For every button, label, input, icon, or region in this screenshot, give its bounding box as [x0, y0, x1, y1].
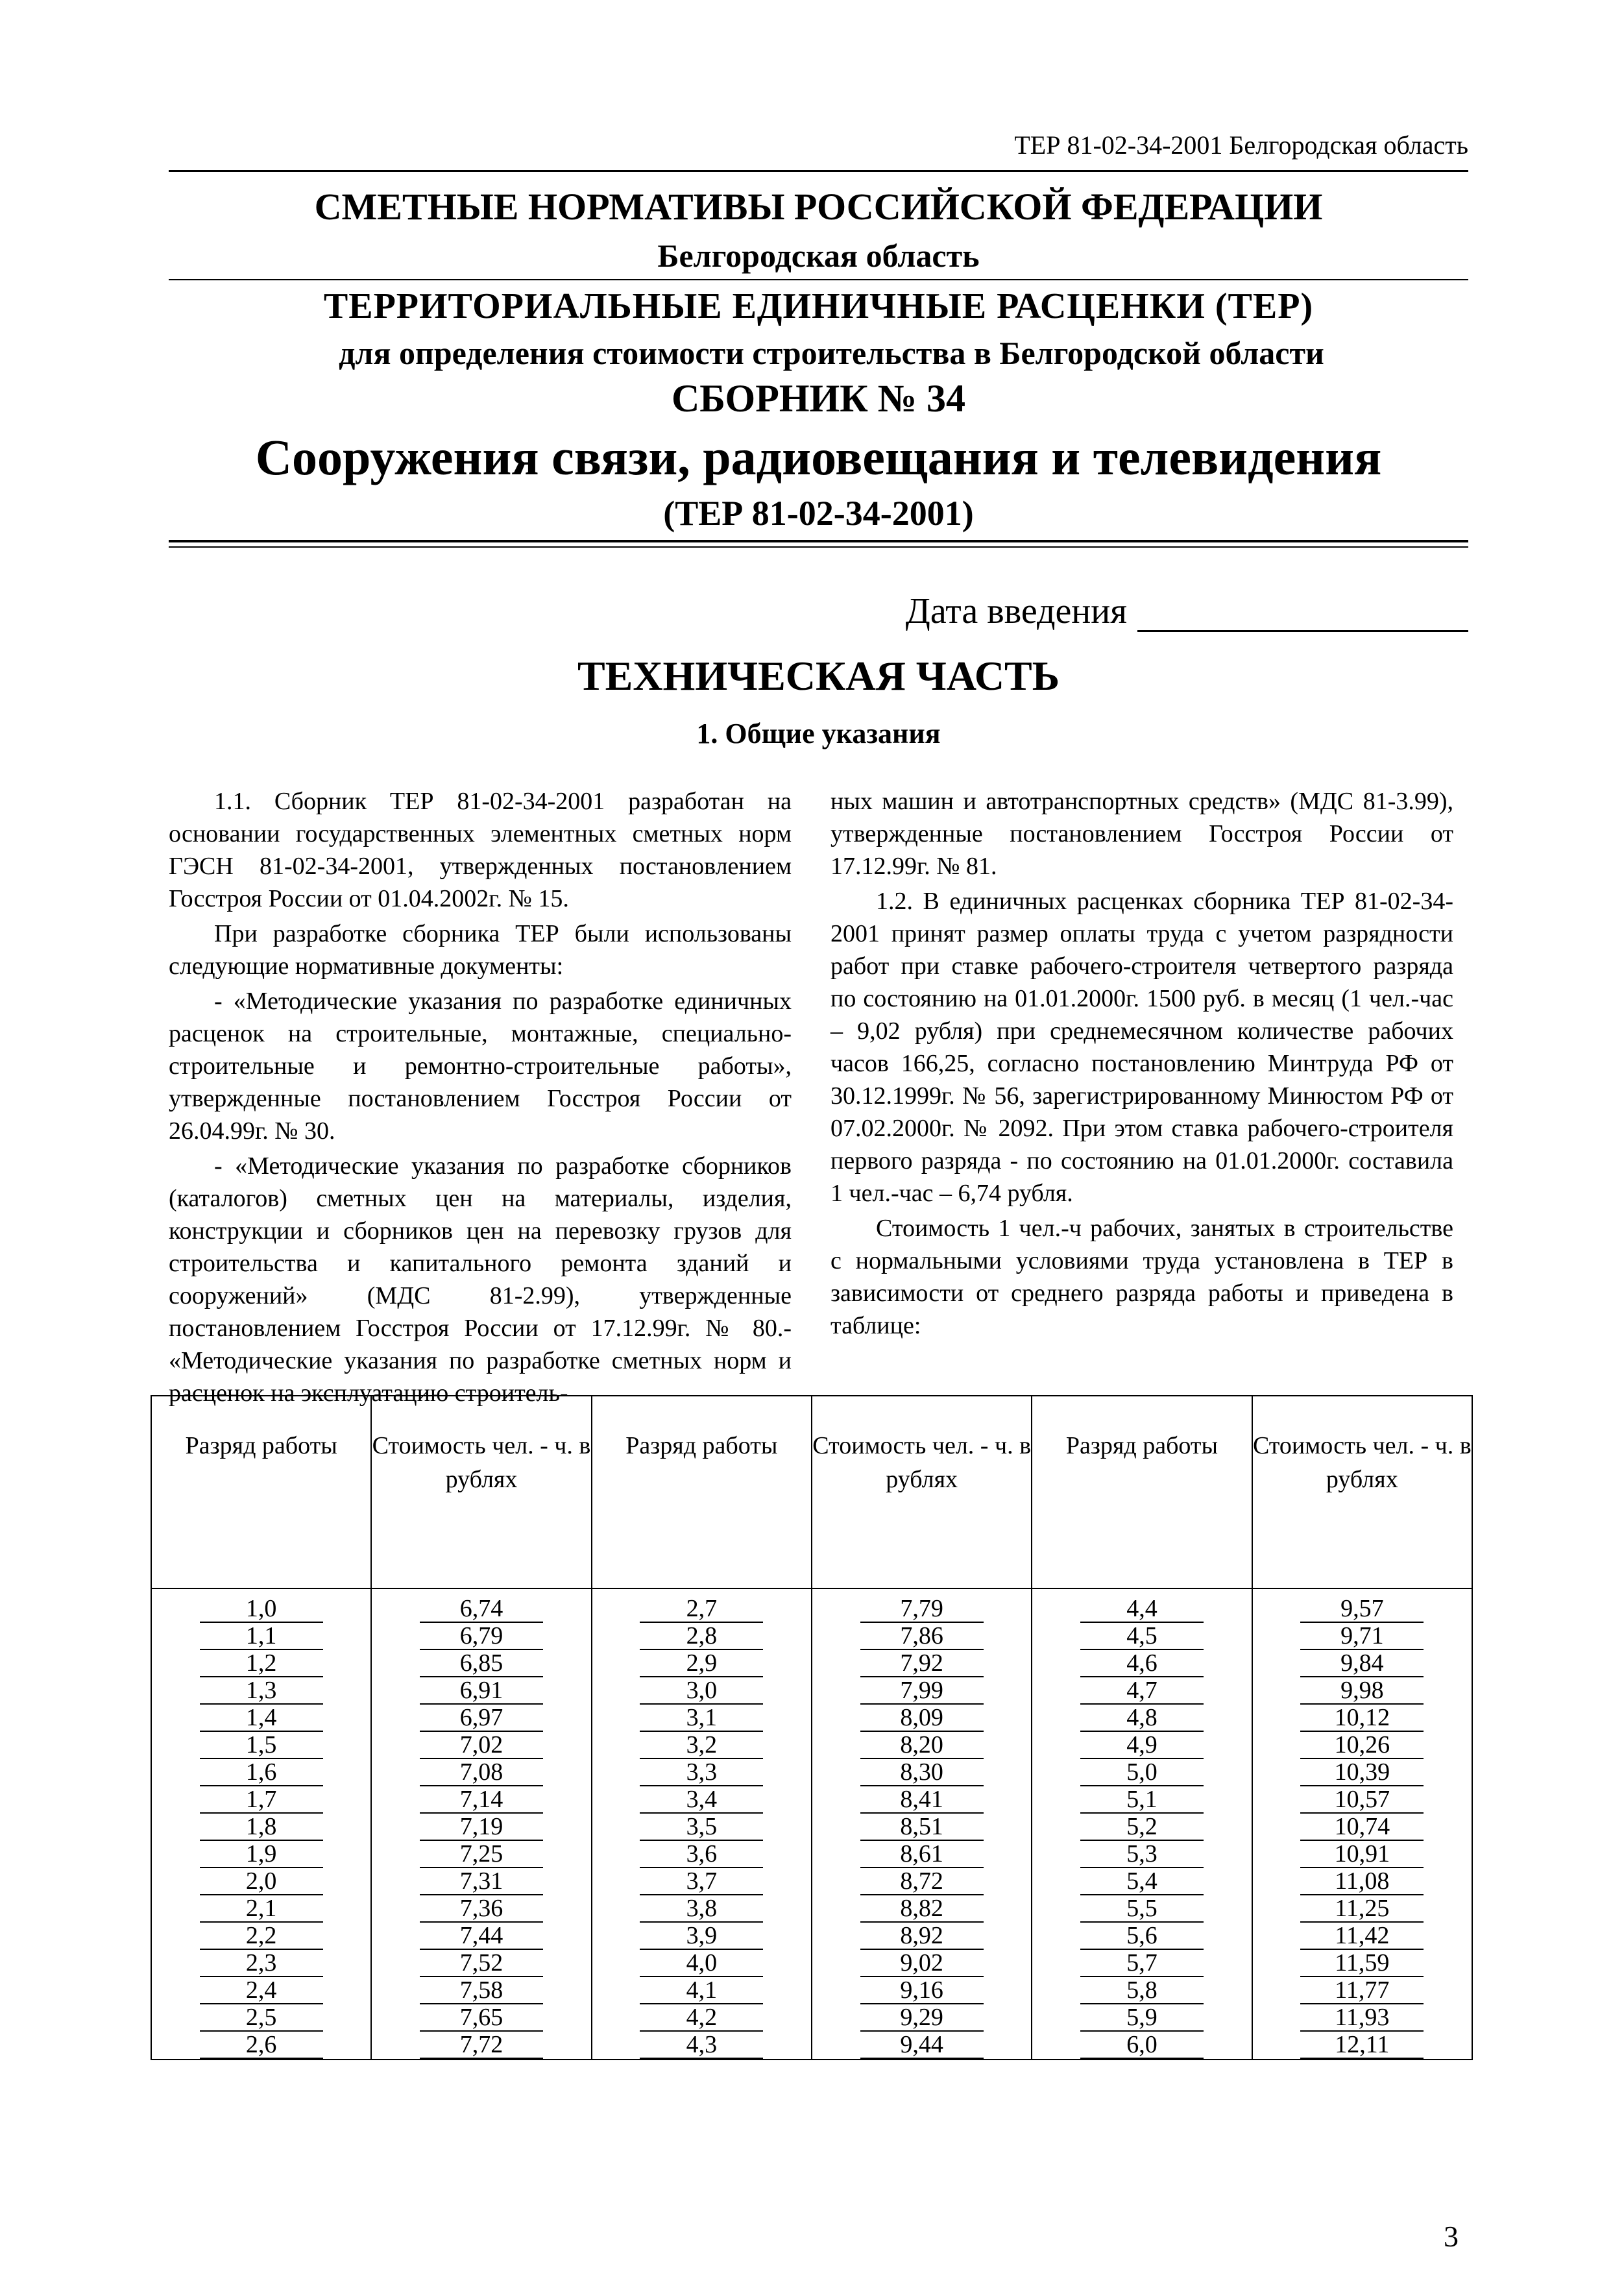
table-cell [812, 1705, 1032, 1732]
table-cell [371, 1923, 591, 1950]
table-cell [1252, 1677, 1472, 1705]
title-double-rule-bottom [169, 546, 1468, 548]
table-cell [371, 1705, 591, 1732]
table-cell [1032, 1677, 1252, 1705]
table-cell [592, 1705, 812, 1732]
table-cell [151, 2004, 371, 2032]
cell-value: 10,91 [1300, 1841, 1424, 1868]
table-cell [371, 2032, 591, 2060]
table-header: Разряд работы [151, 1396, 371, 1588]
cell-value: 8,20 [860, 1732, 984, 1759]
table-header: Стоимость чел. - ч. в рублях [812, 1396, 1032, 1588]
table-cell [812, 2032, 1032, 2060]
subsection-heading: 1. Общие указания [696, 718, 941, 749]
table-cell [1032, 1705, 1252, 1732]
cell-value: 3,1 [640, 1705, 763, 1732]
date-label: Дата введения [905, 591, 1127, 631]
table-cell [1252, 1923, 1472, 1950]
table-cell [1032, 1588, 1252, 1623]
collection-number: СБОРНИК № 34 [671, 377, 966, 420]
cell-value: 2,1 [200, 1895, 323, 1923]
table-cell [371, 1977, 591, 2004]
cell-value: 7,92 [860, 1650, 984, 1677]
table-cell [1252, 1868, 1472, 1895]
cell-value: 9,71 [1300, 1623, 1424, 1650]
table-cell [1032, 1841, 1252, 1868]
cell-value: 10,57 [1300, 1786, 1424, 1814]
paragraph: Стоимость 1 чел.-ч рабочих, занятых в строительстве с нормальными условиями труда установлена в ТЕР в зависимости от среднего разряда работы и приведена в таблице: [830, 1215, 1453, 1339]
table-cell [812, 1841, 1032, 1868]
table-cell [592, 1759, 812, 1786]
cell-value: 6,79 [420, 1623, 543, 1650]
cell-value: 6,91 [420, 1677, 543, 1705]
wage-rate-table [151, 1395, 1473, 2060]
table-cell [1032, 1923, 1252, 1950]
table-cell [371, 1759, 591, 1786]
cell-value: 11,08 [1300, 1868, 1424, 1895]
cell-value: 10,39 [1300, 1759, 1424, 1786]
cell-value: 11,25 [1300, 1895, 1424, 1923]
table-cell [1252, 1623, 1472, 1650]
table-cell [151, 1950, 371, 1977]
cell-value: 8,92 [860, 1923, 984, 1950]
cell-value: 7,31 [420, 1868, 543, 1895]
cell-value: 1,0 [200, 1596, 323, 1623]
title-line-1: СМЕТНЫЕ НОРМАТИВЫ РОССИЙСКОЙ ФЕДЕРАЦИИ [314, 186, 1323, 228]
cell-value: 7,79 [860, 1596, 984, 1623]
table-cell [371, 1588, 591, 1623]
page-number: 3 [1444, 2220, 1459, 2253]
table-cell [151, 1895, 371, 1923]
table-cell [151, 1814, 371, 1841]
table-cell [1252, 1786, 1472, 1814]
cell-value: 7,02 [420, 1732, 543, 1759]
left-column [169, 785, 792, 1412]
collection-title: Сооружения связи, радиовещания и телевидения [255, 429, 1382, 485]
date-of-introduction [906, 590, 1468, 632]
table-cell [812, 1977, 1032, 2004]
cell-value: 1,7 [200, 1786, 323, 1814]
cell-value: 7,65 [420, 2004, 543, 2032]
table-cell [812, 1588, 1032, 1623]
table-cell [1252, 1732, 1472, 1759]
cell-value: 8,72 [860, 1868, 984, 1895]
table-cell [592, 1786, 812, 1814]
cell-value: 1,5 [200, 1732, 323, 1759]
table-row [151, 1814, 1472, 1841]
cell-value: 9,57 [1300, 1596, 1424, 1623]
table-cell [151, 2032, 371, 2060]
table-cell [1032, 1814, 1252, 1841]
cell-value: 4,2 [640, 2004, 763, 2032]
cell-value: 1,9 [200, 1841, 323, 1868]
table-cell [151, 1705, 371, 1732]
cell-value: 1,8 [200, 1814, 323, 1841]
table-cell [592, 1923, 812, 1950]
cell-value: 11,42 [1300, 1923, 1424, 1950]
table-cell [1032, 1732, 1252, 1759]
cell-value: 8,09 [860, 1705, 984, 1732]
cell-value: 2,0 [200, 1868, 323, 1895]
table-cell [812, 1623, 1032, 1650]
table-cell [151, 1977, 371, 2004]
cell-value: 9,16 [860, 1977, 984, 2004]
table-cell [812, 1786, 1032, 1814]
table-cell [812, 1895, 1032, 1923]
cell-value: 9,84 [1300, 1650, 1424, 1677]
cell-value: 7,25 [420, 1841, 543, 1868]
table-cell [151, 1923, 371, 1950]
cell-value: 4,5 [1080, 1623, 1204, 1650]
table-cell [371, 1950, 591, 1977]
cell-value: 2,8 [640, 1623, 763, 1650]
table-row [151, 2032, 1472, 2060]
cell-value: 3,5 [640, 1814, 763, 1841]
cell-value: 7,14 [420, 1786, 543, 1814]
cell-value: 5,8 [1080, 1977, 1204, 2004]
right-column [830, 785, 1453, 1344]
cell-value: 7,08 [420, 1759, 543, 1786]
cell-value: 2,3 [200, 1950, 323, 1977]
table-cell [371, 2004, 591, 2032]
title-rule [169, 279, 1468, 280]
cell-value: 3,2 [640, 1732, 763, 1759]
table-cell [1252, 1650, 1472, 1677]
table-cell [812, 1868, 1032, 1895]
table-cell [371, 1841, 591, 1868]
cell-value: 10,26 [1300, 1732, 1424, 1759]
paragraph: При разработке сборника ТЕР были использованы следующие нормативные документы: [169, 920, 792, 980]
cell-value: 1,3 [200, 1677, 323, 1705]
cell-value: 11,93 [1300, 2004, 1424, 2032]
cell-value: 5,6 [1080, 1923, 1204, 1950]
table-cell [1032, 1759, 1252, 1786]
table-cell [592, 1650, 812, 1677]
header-rule [169, 170, 1468, 172]
cell-value: 2,6 [200, 2032, 323, 2059]
table-cell [1252, 1759, 1472, 1786]
title-line-2: Белгородская область [657, 237, 980, 274]
table-row [151, 1677, 1472, 1705]
table-cell [1032, 1650, 1252, 1677]
table-cell [1252, 2004, 1472, 2032]
cell-value: 8,82 [860, 1895, 984, 1923]
cell-value: 8,61 [860, 1841, 984, 1868]
collection-code: (ТЕР 81-02-34-2001) [663, 494, 974, 533]
cell-value: 11,59 [1300, 1950, 1424, 1977]
cell-value: 5,7 [1080, 1950, 1204, 1977]
table-row [151, 1759, 1472, 1786]
cell-value: 3,6 [640, 1841, 763, 1868]
cell-value: 6,85 [420, 1650, 543, 1677]
title-double-rule-top [169, 540, 1468, 542]
cell-value: 10,12 [1300, 1705, 1424, 1732]
running-header: ТЕР 81-02-34-2001 Белгородская область [1014, 130, 1468, 160]
cell-value: 6,74 [420, 1596, 543, 1623]
cell-value: 12,11 [1300, 2032, 1424, 2059]
table-cell [1032, 1786, 1252, 1814]
cell-value: 5,5 [1080, 1895, 1204, 1923]
table-cell [1032, 2004, 1252, 2032]
table-cell [1252, 2032, 1472, 2060]
table-row [151, 1977, 1472, 2004]
table-cell [592, 1588, 812, 1623]
cell-value: 3,8 [640, 1895, 763, 1923]
table-cell [371, 1814, 591, 1841]
table-cell [1252, 1895, 1472, 1923]
cell-value: 7,52 [420, 1950, 543, 1977]
table-cell [592, 1950, 812, 1977]
cell-value: 4,8 [1080, 1705, 1204, 1732]
cell-value: 2,9 [640, 1650, 763, 1677]
table-row [151, 1588, 1472, 1623]
cell-value: 3,0 [640, 1677, 763, 1705]
cell-value: 5,1 [1080, 1786, 1204, 1814]
table-cell [812, 1732, 1032, 1759]
section-heading: ТЕХНИЧЕСКАЯ ЧАСТЬ [577, 653, 1060, 699]
cell-value: 6,97 [420, 1705, 543, 1732]
table-cell [1252, 1814, 1472, 1841]
table-cell [151, 1732, 371, 1759]
table-row [151, 1650, 1472, 1677]
table-cell [151, 1759, 371, 1786]
table-cell [812, 1950, 1032, 1977]
table-cell [371, 1732, 591, 1759]
table-cell [1032, 1868, 1252, 1895]
table-cell [592, 2032, 812, 2060]
table-cell [1252, 1588, 1472, 1623]
table-cell [371, 1677, 591, 1705]
cell-value: 7,86 [860, 1623, 984, 1650]
cell-value: 1,6 [200, 1759, 323, 1786]
table-cell [592, 1895, 812, 1923]
cell-value: 4,1 [640, 1977, 763, 2004]
cell-value: 2,4 [200, 1977, 323, 2004]
table-cell [592, 1977, 812, 2004]
title-line-3: ТЕРРИТОРИАЛЬНЫЕ ЕДИНИЧНЫЕ РАСЦЕНКИ (ТЕР) [323, 286, 1314, 326]
table-row [151, 1786, 1472, 1814]
cell-value: 9,44 [860, 2032, 984, 2059]
table-cell [151, 1786, 371, 1814]
table-header: Стоимость чел. - ч. в рублях [1252, 1396, 1472, 1588]
date-blank [1137, 598, 1468, 632]
table-cell [1252, 1977, 1472, 2004]
cell-value: 3,3 [640, 1759, 763, 1786]
table-cell [1032, 1977, 1252, 2004]
table-cell [592, 2004, 812, 2032]
cell-value: 4,0 [640, 1950, 763, 1977]
cell-value: 5,4 [1080, 1868, 1204, 1895]
cell-value: 10,74 [1300, 1814, 1424, 1841]
cell-value: 4,3 [640, 2032, 763, 2059]
table-row [151, 1895, 1472, 1923]
table-row [151, 1732, 1472, 1759]
table-cell [151, 1677, 371, 1705]
table-header: Разряд работы [592, 1396, 812, 1588]
paragraph: - «Методические указания по разработке сборников (каталогов) сметных цен на материалы, изделия, конструкции и сборников цен на перевозку грузов для строительства и капитального ремонта зданий и сооружений» (МДС 81-2.99), утвержденные постановлением Госстроя России от 17.12.99г. № 80.- «Методические указания по разработке сметных норм и расценок на эксплуатацию строитель- [169, 1152, 792, 1407]
cell-value: 11,77 [1300, 1977, 1424, 2004]
cell-value: 8,41 [860, 1786, 984, 1814]
table-cell [1252, 1950, 1472, 1977]
cell-value: 2,2 [200, 1923, 323, 1950]
table-cell [371, 1895, 591, 1923]
cell-value: 1,1 [200, 1623, 323, 1650]
cell-value: 7,99 [860, 1677, 984, 1705]
cell-value: 9,98 [1300, 1677, 1424, 1705]
cell-value: 4,6 [1080, 1650, 1204, 1677]
cell-value: 8,51 [860, 1814, 984, 1841]
table-cell [812, 1814, 1032, 1841]
table-cell [371, 1650, 591, 1677]
cell-value: 5,2 [1080, 1814, 1204, 1841]
paragraph: - «Методические указания по разработке единичных расценок на строительные, монтажные, специально-строительные и ремонтно-строительные работы», утвержденные постановлением Госстроя России от 26.04.99г. № 30. [169, 988, 792, 1145]
cell-value: 4,9 [1080, 1732, 1204, 1759]
table-cell [151, 1868, 371, 1895]
table-cell [812, 1759, 1032, 1786]
table-cell [812, 1650, 1032, 1677]
table-header: Стоимость чел. - ч. в рублях [371, 1396, 591, 1588]
table-header: Разряд работы [1032, 1396, 1252, 1588]
cell-value: 4,7 [1080, 1677, 1204, 1705]
cell-value: 3,9 [640, 1923, 763, 1950]
table-cell [592, 1677, 812, 1705]
table-cell [151, 1650, 371, 1677]
table-cell [812, 1923, 1032, 1950]
table-cell [151, 1623, 371, 1650]
table-cell [371, 1868, 591, 1895]
cell-value: 7,58 [420, 1977, 543, 2004]
table-cell [371, 1786, 591, 1814]
table-cell [151, 1841, 371, 1868]
table-cell [1032, 2032, 1252, 2060]
cell-value: 7,19 [420, 1814, 543, 1841]
cell-value: 5,0 [1080, 1759, 1204, 1786]
cell-value: 9,29 [860, 2004, 984, 2032]
table-row [151, 1950, 1472, 1977]
table-row [151, 1623, 1472, 1650]
table-cell [592, 1623, 812, 1650]
table-cell [151, 1588, 371, 1623]
table-cell [592, 1868, 812, 1895]
cell-value: 2,5 [200, 2004, 323, 2032]
cell-value: 8,30 [860, 1759, 984, 1786]
table-cell [1032, 1623, 1252, 1650]
cell-value: 5,3 [1080, 1841, 1204, 1868]
table-cell [1252, 1841, 1472, 1868]
cell-value: 4,4 [1080, 1596, 1204, 1623]
table-row [151, 2004, 1472, 2032]
table-cell [1032, 1895, 1252, 1923]
cell-value: 1,2 [200, 1650, 323, 1677]
cell-value: 3,7 [640, 1868, 763, 1895]
cell-value: 3,4 [640, 1786, 763, 1814]
table-cell [812, 2004, 1032, 2032]
cell-value: 7,36 [420, 1895, 543, 1923]
paragraph: 1.2. В единичных расценках сборника ТЕР 81-02-34-2001 принят размер оплаты труда с учетом разрядности работ при ставке рабочего-строителя четвертого разряда по состоянию на 01.01.2000г. 1500 руб. в месяц (1 чел.-час – 9,02 рубля) при среднемесячном количестве рабочих часов 166,25, согласно постановлению Минтруда РФ от 30.12.1999г. № 56, зарегистрированному Минюстом РФ от 07.02.2000г. № 2092. При этом ставка рабочего-строителя первого разряда - по состоянию на 01.01.2000г. составила 1 чел.-час – 6,74 рубля. [830, 888, 1453, 1207]
cell-value: 1,4 [200, 1705, 323, 1732]
cell-value: 9,02 [860, 1950, 984, 1977]
table-cell [592, 1841, 812, 1868]
cell-value: 6,0 [1080, 2032, 1204, 2059]
paragraph: ных машин и автотранспортных средств» (МДС 81-3.99), утвержденные постановлением Госстроя России от 17.12.99г. № 81. [830, 788, 1453, 880]
table-row [151, 1923, 1472, 1950]
title-line-4: для определения стоимости строительства в Белгородской области [339, 335, 1324, 371]
cell-value: 2,7 [640, 1596, 763, 1623]
table-cell [812, 1677, 1032, 1705]
table-cell [592, 1814, 812, 1841]
cell-value: 7,44 [420, 1923, 543, 1950]
table-cell [371, 1623, 591, 1650]
table-cell [592, 1732, 812, 1759]
table-cell [1032, 1950, 1252, 1977]
cell-value: 7,72 [420, 2032, 543, 2059]
table-row [151, 1841, 1472, 1868]
cell-value: 5,9 [1080, 2004, 1204, 2032]
table-row [151, 1868, 1472, 1895]
paragraph: 1.1. Сборник ТЕР 81-02-34-2001 разработан на основании государственных элементных сметных норм ГЭСН 81-02-34-2001, утвержденных постановлением Госстроя России от 01.04.2002г. № 15. [169, 788, 792, 912]
table-cell [1252, 1705, 1472, 1732]
table-row [151, 1705, 1472, 1732]
